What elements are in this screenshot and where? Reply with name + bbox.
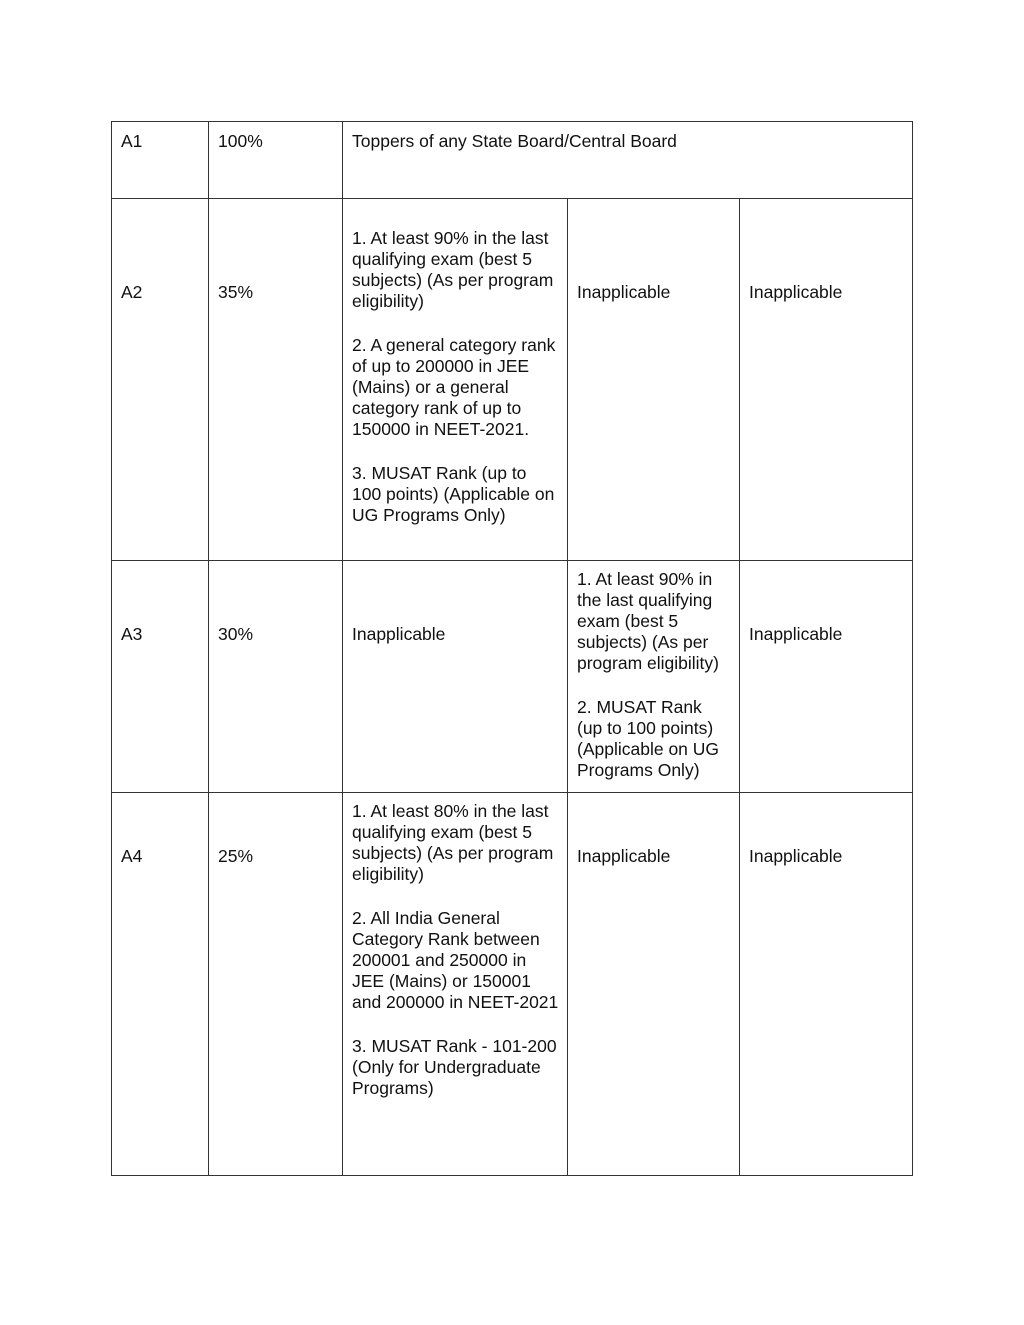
table-row-a3 <box>112 561 913 793</box>
criteria-cell-col3 <box>343 793 568 1176</box>
category-code: A2 <box>121 282 143 302</box>
category-code-cell <box>112 199 209 561</box>
category-code-cell <box>112 793 209 1176</box>
table-row-a1 <box>112 122 913 199</box>
scholarship-percent: 100% <box>218 131 263 151</box>
inapplicable-text: Inapplicable <box>749 282 843 302</box>
category-code: A4 <box>121 846 143 866</box>
inapplicable-text: Inapplicable <box>577 282 671 302</box>
criteria-cell-col3 <box>343 199 568 561</box>
criteria-cell-col5 <box>740 199 913 561</box>
table-row-a4 <box>112 793 913 1176</box>
criteria-item: 2. All India General Category Rank between 200001 and 250000 in JEE (Mains) or 150001 and 200000 in NEET-2021 <box>352 908 559 1012</box>
criteria-item: 2. A general category rank of up to 200000 in JEE (Mains) or a general category rank of up to 150000 in NEET-2021. <box>352 335 556 439</box>
category-code-cell <box>112 122 209 199</box>
category-code: A3 <box>121 624 143 644</box>
category-code-cell <box>112 561 209 793</box>
criteria-cell-col4 <box>568 793 740 1176</box>
criteria-cell-col4 <box>568 561 740 793</box>
inapplicable-text: Inapplicable <box>749 624 843 644</box>
inapplicable-text: Inapplicable <box>577 846 671 866</box>
criteria-cell-col4 <box>568 199 740 561</box>
scholarship-percent: 25% <box>218 846 254 866</box>
scholarship-percent-cell <box>209 561 343 793</box>
criteria-item: 1. At least 90% in the last qualifying exam (best 5 subjects) (As per program eligibility) <box>352 228 554 311</box>
criteria-item: 2. MUSAT Rank (up to 100 points) (Applicable on UG Programs Only) <box>577 697 720 780</box>
criteria-item: 3. MUSAT Rank (up to 100 points) (Applicable on UG Programs Only) <box>352 463 555 525</box>
criteria-item: 3. MUSAT Rank - 101-200 (Only for Undergraduate Programs) <box>352 1036 557 1098</box>
criteria-cell-col5 <box>740 793 913 1176</box>
inapplicable-text: Inapplicable <box>749 846 843 866</box>
table-row-a2 <box>112 199 913 561</box>
scholarship-criteria-table <box>111 121 913 1176</box>
scholarship-percent-cell <box>209 122 343 199</box>
criteria-item: 1. At least 80% in the last qualifying exam (best 5 subjects) (As per program eligibility) <box>352 801 554 884</box>
category-code: A1 <box>121 131 143 151</box>
scholarship-percent-cell <box>209 199 343 561</box>
criteria-item: 1. At least 90% in the last qualifying exam (best 5 subjects) (As per program eligibility) <box>577 569 719 673</box>
criteria-cell-col3 <box>343 561 568 793</box>
scholarship-percent-cell <box>209 793 343 1176</box>
inapplicable-text: Inapplicable <box>352 624 446 644</box>
scholarship-percent: 30% <box>218 624 254 644</box>
criteria-description: Toppers of any State Board/Central Board <box>352 131 677 151</box>
criteria-description-cell <box>343 122 913 199</box>
criteria-cell-col5 <box>740 561 913 793</box>
scholarship-percent: 35% <box>218 282 254 302</box>
